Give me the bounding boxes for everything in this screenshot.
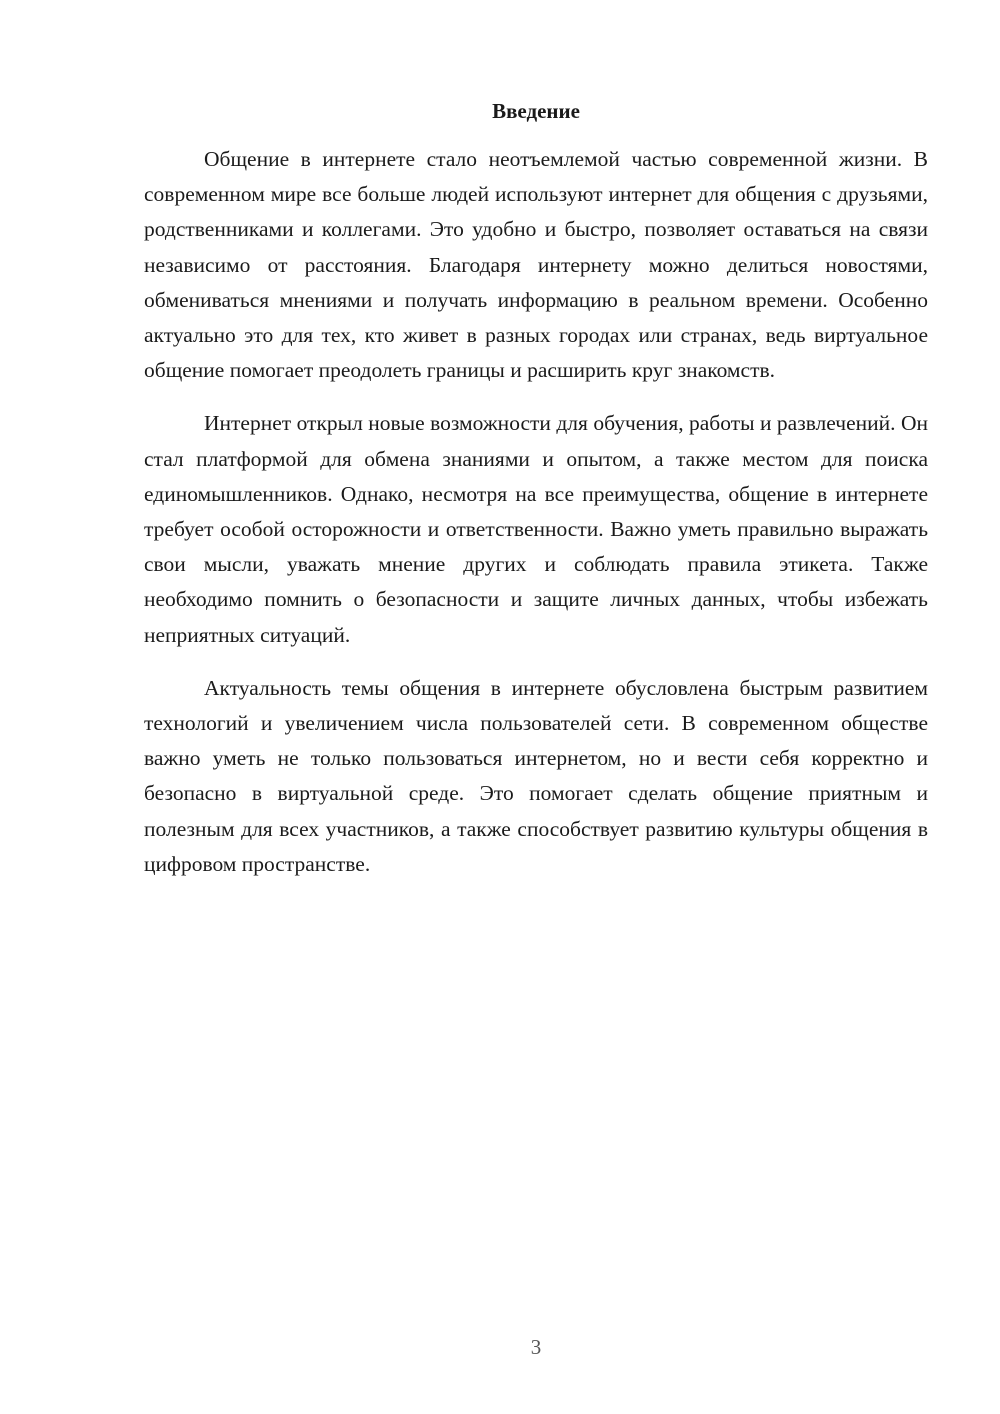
paragraph-3: Актуальность темы общения в интернете обусловлена быстрым развитием технологий и увеличением числа пользователей сети. В современном обществе важно уметь не только пользоваться интернетом, но и вести себя корректно и безопасно в виртуальной среде. Это помогает сделать общение приятным и полезным для всех участников, а также способствует развитию культуры общения в цифровом пространстве. (144, 675, 928, 876)
page-title: Введение (492, 99, 580, 123)
page-number: 3 (530, 1335, 542, 1359)
document-body (144, 142, 928, 900)
paragraph-2: Интернет открыл новые возможности для обучения, работы и развлечений. Он стал платформой для обмена знаниями и опытом, а также местом для поиска единомышленников. Однако, несмотря на все преимущества, общение в интернете требует особой осторожности и ответственности. Важно уметь правильно выражать свои мысли, уважать мнение других и соблюдать правила этикета. Также необходимо помнить о безопасности и защите личных данных, чтобы избежать неприятных ситуаций. (144, 411, 928, 647)
paragraph-1: Общение в интернете стало неотъемлемой частью современной жизни. В современном мире все больше людей используют интернет для общения с друзьями, родственниками и коллегами. Это удобно и быстро, позволяет оставаться на связи независимо от расстояния. Благодаря интернету можно делиться новостями, обмениваться мнениями и получать информацию в реальном времени. Особенно актуально это для тех, кто живет в разных городах или странах, ведь виртуальное общение помогает преодолеть границы и расширить круг знакомств. (144, 147, 928, 383)
